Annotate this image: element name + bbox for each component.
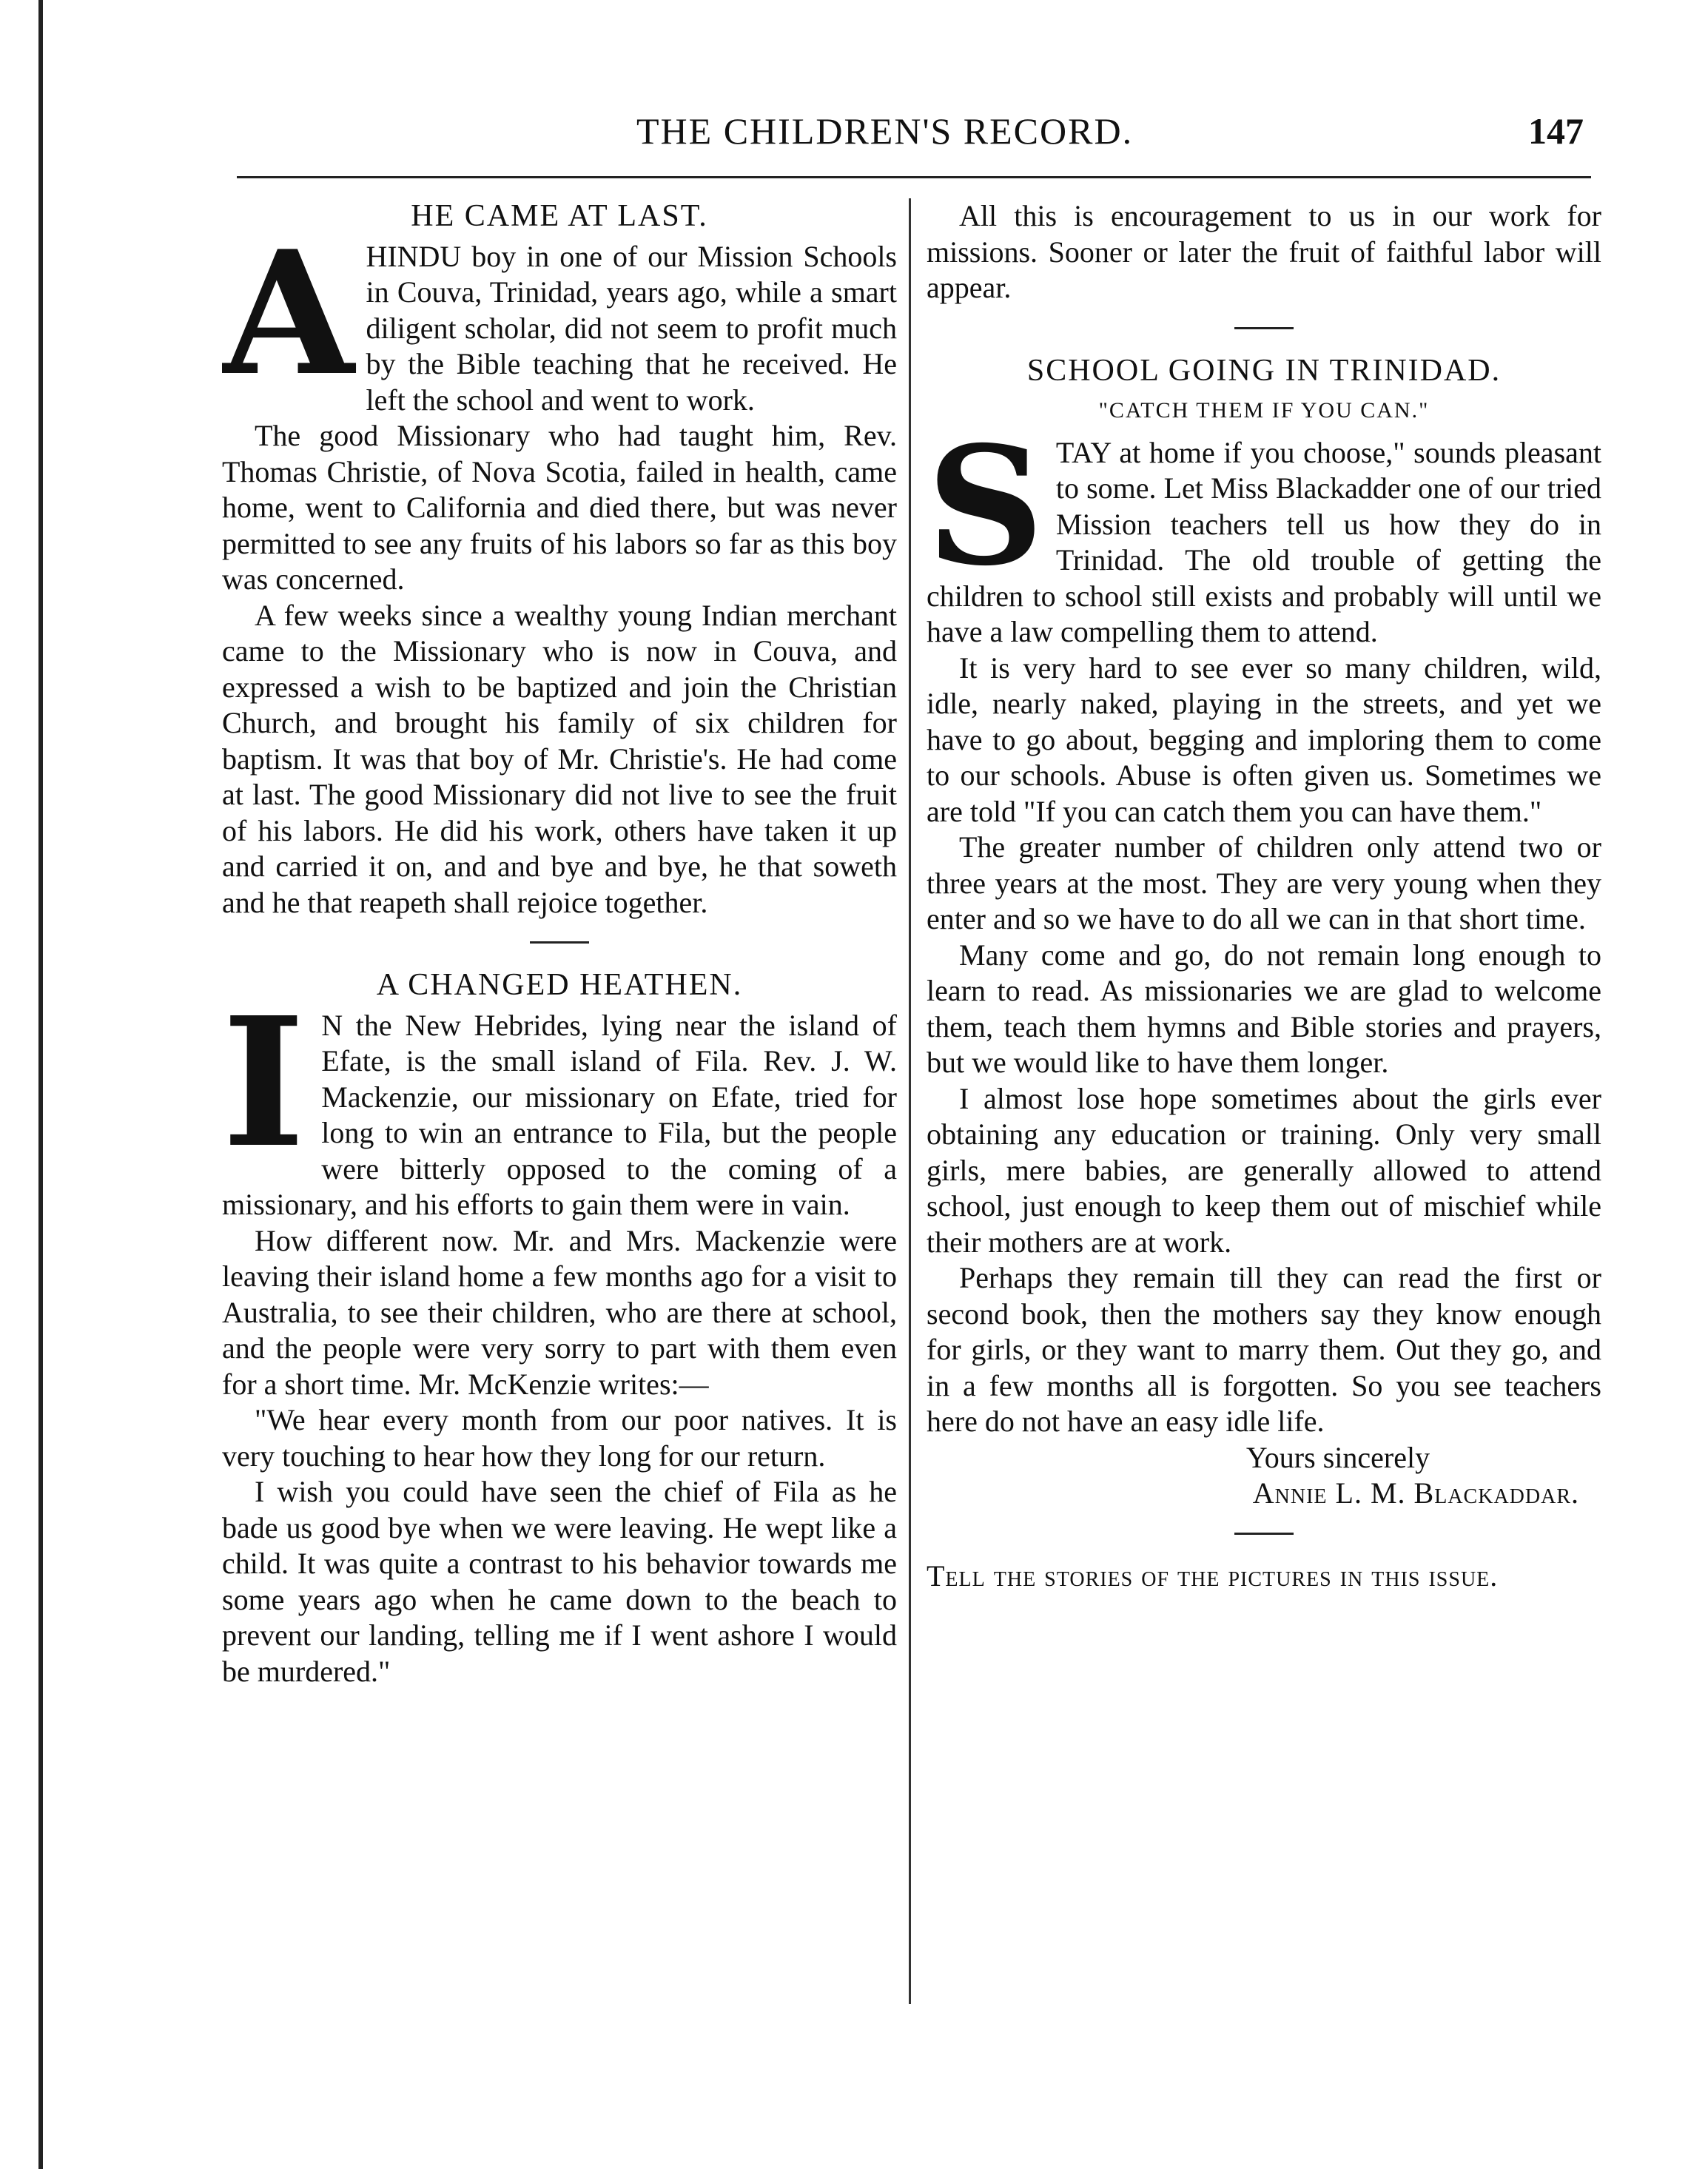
article3-p1-text: TAY at home if you choose," sounds pleasant to some. Let Miss Blackadder one of our tried Mission teachers tell us how they do in Trinidad. The old trouble of getting the children to school still exists and probably will until we have a law compelling them to attend. xyxy=(927,435,1601,648)
article-subtitle: "CATCH THEM IF YOU CAN." xyxy=(1098,398,1430,423)
header-rule xyxy=(237,176,1591,178)
article-title-a-changed-heathen: A CHANGED HEATHEN. xyxy=(376,968,743,1002)
footer-note: Tell the stories of the pictures in this issue. xyxy=(927,1558,1499,1593)
section-divider xyxy=(530,941,589,944)
article2-p1-text: N the New Hebrides, lying near the island of Efate, is the small island of Fila. Rev. J. W. Mackenzie, our missionary on Efate, tried for long to win an entrance to Fila, but the people were bitterly opposed to the coming of a missionary, and his efforts to gain them were in vain. xyxy=(222,1008,897,1221)
article3-paragraph: The greater number of children only attend two or three years at the most. They are very young when they enter and so we have to do all we can in that short time. xyxy=(927,830,1601,935)
article1-paragraph: The good Missionary who had taught him, Rev. Thomas Christie, of Nova Scotia, failed in health, came home, went to California and died there, but was never permitted to see any fruits of his labors so far as this boy was concerned. xyxy=(222,419,897,596)
article-title-he-came-at-last: HE CAME AT LAST. xyxy=(411,199,708,233)
column-divider xyxy=(909,198,911,2004)
article3-paragraph: I almost lose hope sometimes about the girls ever obtaining any education or training. Only very small girls, mere babies, are generally allowed to attend school, just enough to keep them out of mischief while their mothers are at work. xyxy=(927,1081,1601,1259)
article2-paragraph: All this is encouragement to us in our work for missions. Sooner or later the fruit of faithful labor will appear. xyxy=(927,199,1601,304)
article2-paragraph: "We hear every month from our poor natives. It is very touching to hear how they long for our return. xyxy=(222,1403,897,1473)
article1-p1-text: HINDU boy in one of our Mission Schools in Couva, Trinidad, years ago, while a smart diligent scholar, did not seem to profit much by the Bible teaching that he received. He left the school and went to work. xyxy=(366,239,897,417)
letter-signoff: Yours sincerely xyxy=(1245,1440,1430,1474)
drop-cap-a: A xyxy=(222,213,354,414)
article2-paragraph: How different now. Mr. and Mrs. Mackenzie were leaving their island home a few months ago for a visit to Australia, to see their children, who are there at school, and the people were very sorry to part with them even for a short time. Mr. McKenzie writes:— xyxy=(222,1223,897,1401)
article3-paragraph: Perhaps they remain till they can read the first or second book, then the mothers say they know enough for girls, or they want to marry them. Out they go, and in a few months all is forgotten. So you see teachers here do not have an easy idle life. xyxy=(927,1261,1601,1438)
article-title-school-going-in-trinidad: SCHOOL GOING IN TRINIDAD. xyxy=(1026,353,1502,388)
letter-signature: Annie L. M. Blackaddar. xyxy=(1252,1476,1579,1510)
right-column xyxy=(927,198,1601,2011)
article3-paragraph: It is very hard to see ever so many children, wild, idle, nearly naked, playing in the streets, and yet we have to go about, begging and imploring them to come to our schools. Abuse is often given us. Sometimes we are told "If you can catch them you can have them." xyxy=(927,650,1601,828)
article2-paragraph: I wish you could have seen the chief of Fila as he bade us good bye when we were leaving. He wept like a child. It was quite a contrast to his behavior towards me some years ago when he came down to the beach to prevent our landing, telling me if I went ashore I would be murdered." xyxy=(222,1475,897,1688)
publication-title: THE CHILDREN'S RECORD. xyxy=(636,110,1134,152)
article3-paragraph: Many come and go, do not remain long enough to learn to read. As missionaries we are glad to welcome them, teach them hymns and Bible stories and prayers, but we would like to have them longer. xyxy=(927,938,1601,1079)
drop-cap-i: I xyxy=(222,978,306,1187)
section-divider xyxy=(1234,1533,1294,1535)
section-divider xyxy=(1234,327,1294,329)
page-number: 147 xyxy=(1528,110,1584,152)
left-column xyxy=(222,198,897,2011)
binding-edge xyxy=(38,0,43,2169)
article1-paragraph: A few weeks since a wealthy young Indian merchant came to the Missionary who is now in Couva, and expressed a wish to be baptized and join the Christian Church, and brought his family of six children for baptism. It was that boy of Mr. Christie's. He had come at last. The good Missionary did not live to see the fruit of his labors. He did his work, others have taken it up and carried it on, and and bye and bye, he that soweth and he that reapeth shall rejoice together. xyxy=(222,598,897,919)
drop-cap-s: S xyxy=(927,409,1044,602)
page-header xyxy=(636,110,1598,161)
